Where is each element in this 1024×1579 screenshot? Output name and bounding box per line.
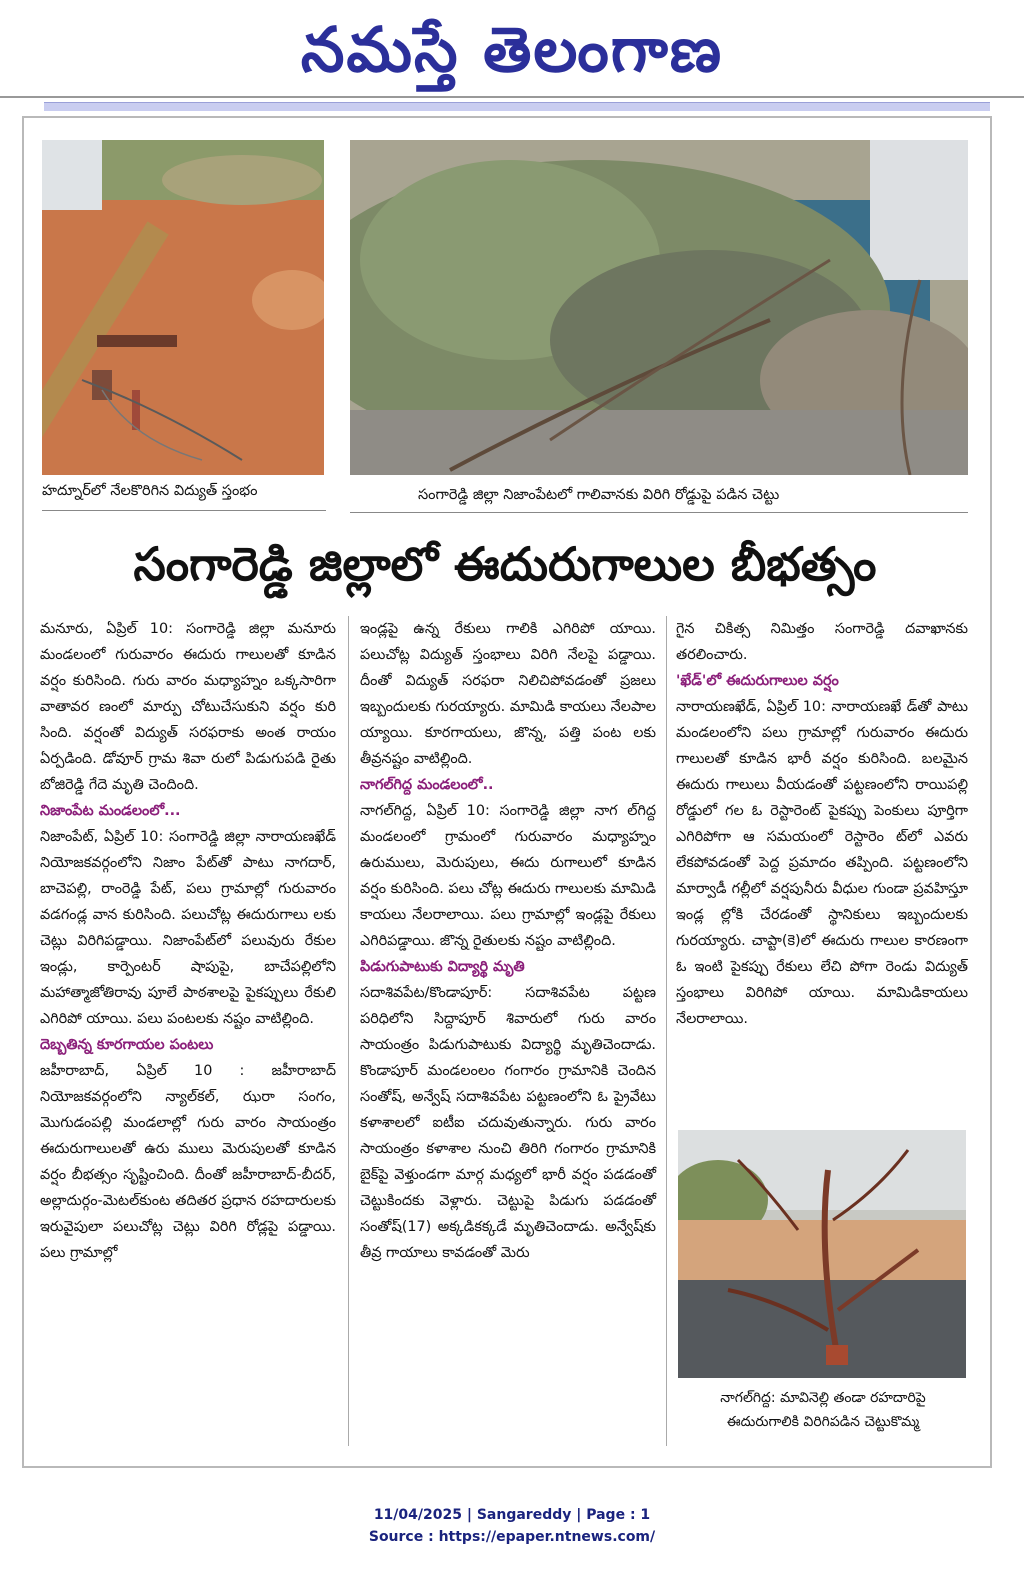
- article-paragraph: నారాయణఖేడ్, ఏప్రిల్ 10: నారాయణఖే డ్‌తో పాటు మండలంలోని పలు గ్రామాల్లో గురువారం ఈదురు గాలులతో కూడిన భారీ వర్షం కురిసింది. బలమైన ఈదురు గాలులు వీయడంతో పట్టణంలోని రాయిపల్లి రోడ్డులో గల ఓ రెస్టారెంట్ పైకప్పు పెంకులు పూర్తిగా ఎగిరిపోగా ఆ సమయంలో రెస్టారెం ట్‌లో ఎవరు లేకపోవడంతో పెద్ద ప్రమాదం తప్పింది. పట్టణంలోని మార్వాడీ గల్లీలో వర్షపునీరు వీధుల గుండా ప్రవహిస్తూ ఇండ్ల ల్లోకి చేరడంతో స్థానికులు ఇబ్బందులకు గురయ్యారు. చాప్టా(కె)లో ఈదురు గాలుల కారణంగా ఓ ఇంటి పైకప్పు రేకులు లేచి పోగా రెండు విద్యుత్ స్తంభాలు విరిగిపో యాయి. మామిడికాయలు నేలరాలాయి.: [676, 699, 968, 1027]
- broken-branch-photo: [678, 1130, 966, 1378]
- article-column-1: [40, 616, 336, 1266]
- column-divider: [666, 616, 667, 1446]
- masthead: [0, 0, 1024, 110]
- footer-date-edition: 11/04/2025 | Sangareddy | Page : 1: [373, 1507, 651, 1523]
- article-paragraph: నాగల్‌గిద్ద, ఏప్రిల్ 10: సంగారెడ్డి జిల్లా నాగ ల్‌గిద్ద మండలంలో గ్రామంలో గురువారం మధ్యాహ్నం ఉరుములు, మెరుపులు, ఈదు రుగాలులో కూడిన వర్షం కురిసింది. పలు చోట్ల ఈదురు గాలులకు మామిడి కాయలు నేలరాలాయి. పలు గ్రామాల్లో ఇండ్లపై రేకులు ఎగిరిపడ్డాయి. జొన్న రైతులకు నష్టం వాటిల్లింది.: [360, 803, 656, 949]
- masthead-divider: [0, 96, 1024, 98]
- branch-caption-line-1: నాగల్‌గిద్ద: మావినెల్లి తండా రహదారిపై: [720, 1390, 926, 1406]
- article-paragraph: జహీరాబాద్, ఏప్రిల్ 10 : జహీరాబాద్ నియోజకవర్గంలోని న్యాల్‌కల్, ఝరా సంగం, మొగుడంపల్లి మండలాల్లో గురు వారం సాయంత్రం ఈదురుగాలులతో ఉరు ములు మెరుపులతో కూడిన వర్షం బీభత్సం సృష్టించింది. దీంతో జహీరాబాద్-బీదర్, అల్లాదుర్గం-మెటల్‌కుంట తదితర ప్రధాన రహదారులకు ఇరువైపులా పలుచోట్ల చెట్లు విరిగి రోడ్లపై పడ్డాయి. పలు గ్రామాల్లో: [40, 1063, 336, 1261]
- article-subheading: దెబ్బతిన్న కూరగాయల పంటలు: [40, 1037, 214, 1053]
- caption-underline: [42, 510, 326, 511]
- fallen-tree-photo: [350, 140, 968, 475]
- article-paragraph: నిజాంపేట్, ఏప్రిల్ 10: సంగారెడ్డి జిల్లా నారాయణఖేడ్ నియోజకవర్గంలోని నిజాం పేట్‌తో పాటు నాగదార్, బాచెపల్లి, రాంరెడ్డి పేట్, పలు గ్రామాల్లో గురువారం వడగండ్ల వాన కురిసింది. పలుచోట్ల ఈదురుగాలు లకు చెట్లు విరిగిపడ్డాయి. నిజాంపేట్‌లో పలువురు రేకుల ఇండ్లు, కార్పెంటర్ షాపుపై, బాచేపల్లిలోని మహాత్మాజోతిరావు పూలే పాఠశాలపై పైకప్పులు రేకులి ఎగిరిపో యాయి. పలు పంటలకు నష్టం వాటిల్లింది.: [40, 829, 336, 1027]
- article-subheading: 'ఖేడ్'లో ఈదురుగాలుల వర్షం: [676, 673, 839, 689]
- newspaper-logo: నమస్తే తెలంగాణ: [300, 13, 724, 86]
- article-paragraph: గైన చికిత్స నిమిత్తం సంగారెడ్డి దవాఖానకు తరలించారు.: [676, 621, 968, 663]
- branch-caption-line-2: ఈదురుగాలికి విరిగిపడిన చెట్టుకొమ్మ: [726, 1414, 920, 1430]
- article-column-3: [676, 616, 968, 1032]
- article-column-2: [360, 616, 656, 1266]
- article-paragraph: మనూరు, ఏప్రిల్ 10: సంగారెడ్డి జిల్లా మనూరు మండలంలో గురువారం ఈదురు గాలులతో కూడిన వర్షం కురిసింది. గురు వారం మధ్యాహ్నం ఒక్కసారిగా వాతావర ణంలో మార్పు చోటుచేసుకుని వర్షం కురి సింది. వర్షంతో విద్యుత్ సరఫరాకు అంత రాయం ఏర్పడింది. డోవూర్ గ్రామ శివా రులో పిడుగుపడి రైతు బోజిరెడ్డి గేదె మృతి చెందింది.: [40, 621, 336, 793]
- article-subheading: పిడుగుపాటుకు విద్యార్థి మృతి: [360, 959, 525, 975]
- footer-source-link[interactable]: Source : https://epaper.ntnews.com/: [368, 1529, 656, 1545]
- column-divider: [348, 616, 349, 1446]
- article-headline: సంగారెడ్డి జిల్లాలో ఈదురుగాలుల బీభత్సం: [133, 537, 877, 591]
- fallen-pole-photo: [42, 140, 324, 475]
- pole-photo-caption: హద్నూర్‌లో నేలకొరిగిన విద్యుత్ స్తంభం: [42, 483, 258, 499]
- branch-photo-caption: [678, 1386, 968, 1434]
- caption-underline: [350, 512, 968, 513]
- masthead-band: [44, 102, 990, 111]
- article-subheading: నాగల్‌గిద్ద మండలంలో..: [360, 777, 494, 793]
- tree-photo-caption: సంగారెడ్డి జిల్లా నిజాంపేటలో గాలివానకు విరిగి రోడ్డుపై పడిన చెట్టు: [418, 487, 780, 503]
- article-paragraph: సదాశివపేట/కొండాపూర్: సదాశివపేట పట్టణ పరిధిలోని సిద్దాపూర్ శివారులో గురు వారం సాయంత్రం పిడుగుపాటుకు విద్యార్థి మృతిచెందాడు. కొండాపూర్ మండలంలం గంగారం గ్రామానికి చెందిన సంతోష్, అన్వేష్ సదాశివపేట పట్టణంలోని ఓ ప్రైవేటు కళాశాలలో ఐటీఐ చదువుతున్నారు. గురు వారం సాయంత్రం కళాశాల నుంచి తిరిగి గంగారం గ్రామానికి బైక్‌పై వెళ్తుండగా మార్గ మధ్యలో భారీ వర్షం పడడంతో చెట్టుకిందకు వెళ్లారు. చెట్టుపై పిడుగు పడడంతో సంతోష్(17) అక్కడికక్కడే మృతిచెందాడు. అన్వేష్‌కు తీవ్ర గాయాలు కావడంతో మెరు: [360, 985, 656, 1261]
- article-paragraph: ఇండ్లపై ఉన్న రేకులు గాలికి ఎగిరిపో యాయి. పలుచోట్ల విద్యుత్ స్తంభాలు విరిగి నేలపై పడ్డాయి. దీంతో విద్యుత్ సరఫరా నిలిచిపోవడంతో ప్రజలు ఇబ్బందులకు గురయ్యారు. మామిడి కాయలు నేలపాల య్యాయి. కూరగాయలు, జొన్న, పత్తి పంట లకు తీవ్రనష్టం వాటిల్లింది.: [360, 621, 656, 767]
- article-subheading: నిజాంపేట మండలంలో...: [40, 803, 181, 819]
